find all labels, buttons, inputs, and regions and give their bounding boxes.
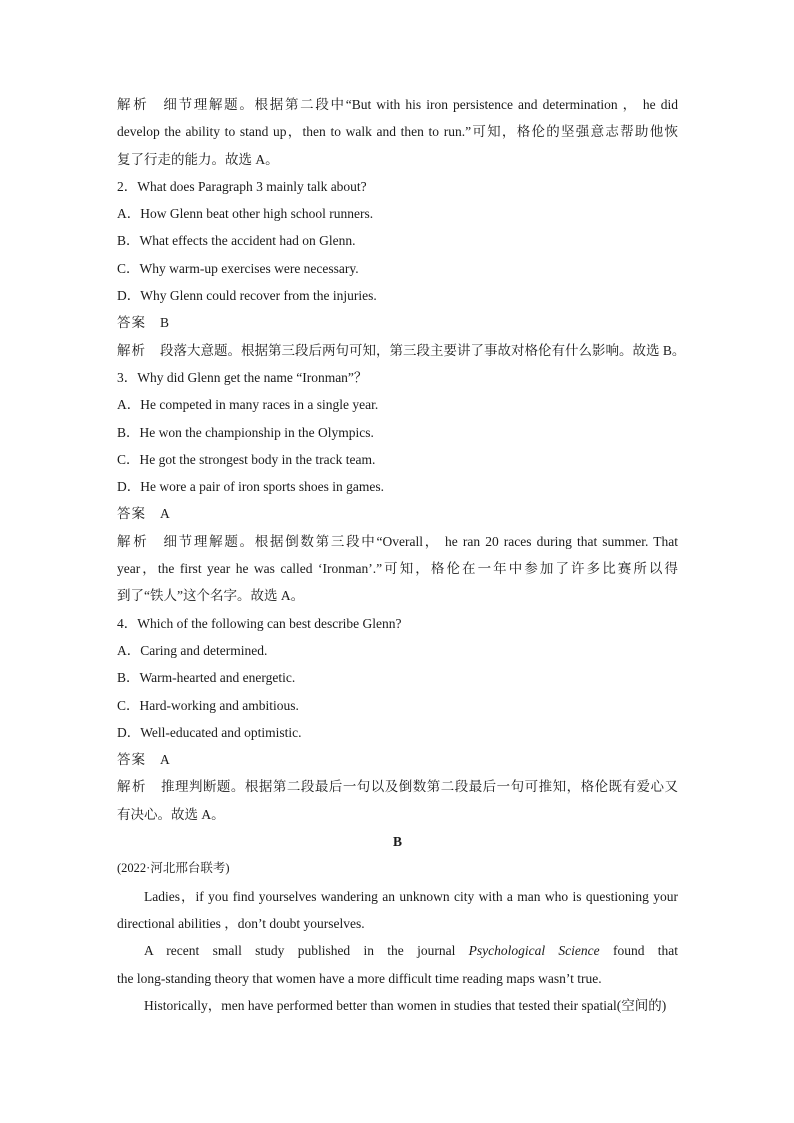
analysis-text: 细节理解题。根据第二段中“But with his iron persistence and determination ， he did: [163, 97, 678, 112]
analysis-line: [117, 801, 678, 828]
answer-option: B．What effects the accident had on Glenn.: [117, 233, 356, 249]
analysis-text: 复了行走的能力。故选 A。: [117, 151, 279, 167]
answer-line: [117, 746, 678, 773]
analysis-line: [117, 118, 678, 145]
analysis-line: [117, 528, 678, 555]
analysis-text: 有决心。故选 A。: [117, 806, 225, 822]
answer-label: 答案: [117, 506, 146, 522]
analysis-text: 细节理解题。根据倒数第三段中“Overall， he ran 20 races during that summer. That: [163, 533, 679, 549]
answer-option: C．Hard-working and ambitious.: [117, 697, 299, 713]
analysis-label: 解析: [117, 97, 150, 112]
analysis-text: 段落大意题。根据第三段后两句可知，第三段主要讲了事故对格伦有什么影响。故选 B。: [160, 342, 686, 358]
paragraph-line: the long-standing theory that women have a more difficult time reading maps wasn’t true.: [117, 970, 602, 986]
answer-option: A．He competed in many races in a single year.: [117, 397, 379, 413]
answer-option: C．He got the strongest body in the track team.: [117, 451, 376, 467]
answer-label: 答案: [117, 315, 146, 331]
analysis-label: 解析: [117, 779, 147, 795]
answer-option: A．Caring and determined.: [117, 642, 268, 658]
analysis-line: [117, 555, 678, 582]
analysis-line: [117, 773, 678, 800]
analysis-line: [117, 91, 678, 118]
analysis-line: [117, 337, 686, 364]
question-stem: 2．What does Paragraph 3 mainly talk about?: [117, 178, 367, 194]
answer-option: C．Why warm-up exercises were necessary.: [117, 260, 359, 276]
paragraph-text: A recent small study published in the journal: [144, 943, 469, 959]
analysis-line: [117, 146, 678, 173]
paragraph-line: Historically，men have performed better than women in studies that tested their spatial(空间的): [144, 997, 667, 1013]
analysis-text: develop the ability to stand up，then to walk and then to run.”可知，格伦的坚强意志帮助他恢: [117, 124, 678, 140]
journal-name: Psychological Science: [468, 943, 600, 959]
answer-option: D．Well-educated and optimistic.: [117, 724, 302, 740]
analysis-line: [117, 582, 678, 609]
answer-value: A: [160, 506, 170, 522]
analysis-text: 推理判断题。根据第二段最后一句以及倒数第二段最后一句可推知，格伦既有爱心又: [160, 779, 679, 795]
section-heading: B: [392, 834, 402, 850]
paragraph-line: directional abilities ，don’t doubt yourselves.: [117, 915, 365, 931]
answer-label: 答案: [117, 752, 146, 768]
question-stem: 4．Which of the following can best describe Glenn?: [117, 615, 402, 631]
answer-value: A: [160, 752, 170, 768]
question-stem: 3．Why did Glenn get the name “Ironman”？: [117, 369, 368, 385]
analysis-text: 到了“铁人”这个名字。故选 A。: [117, 588, 305, 604]
document-page: [117, 91, 686, 1019]
answer-option: A．How Glenn beat other high school runners.: [117, 206, 374, 222]
paragraph-text: found that: [599, 943, 678, 959]
paragraph-line: [117, 937, 678, 964]
answer-option: D．Why Glenn could recover from the injuries.: [117, 288, 377, 304]
source-note: (2022·河北邢台联考): [117, 861, 230, 876]
answer-line: [117, 309, 678, 336]
answer-value: B: [160, 315, 170, 331]
answer-option: D．He wore a pair of iron sports shoes in games.: [117, 479, 384, 495]
answer-option: B．Warm-hearted and energetic.: [117, 670, 296, 686]
paragraph-line: Ladies，if you find yourselves wandering an unknown city with a man who is questioning your: [144, 888, 678, 904]
analysis-label: 解析: [117, 533, 150, 549]
answer-option: B．He won the championship in the Olympics.: [117, 424, 374, 440]
analysis-label: 解析: [117, 342, 146, 358]
answer-line: [117, 500, 678, 527]
analysis-text: year，the first year he was called ‘Ironman’.”可知，格伦在一年中参加了许多比赛所以得: [117, 561, 678, 577]
